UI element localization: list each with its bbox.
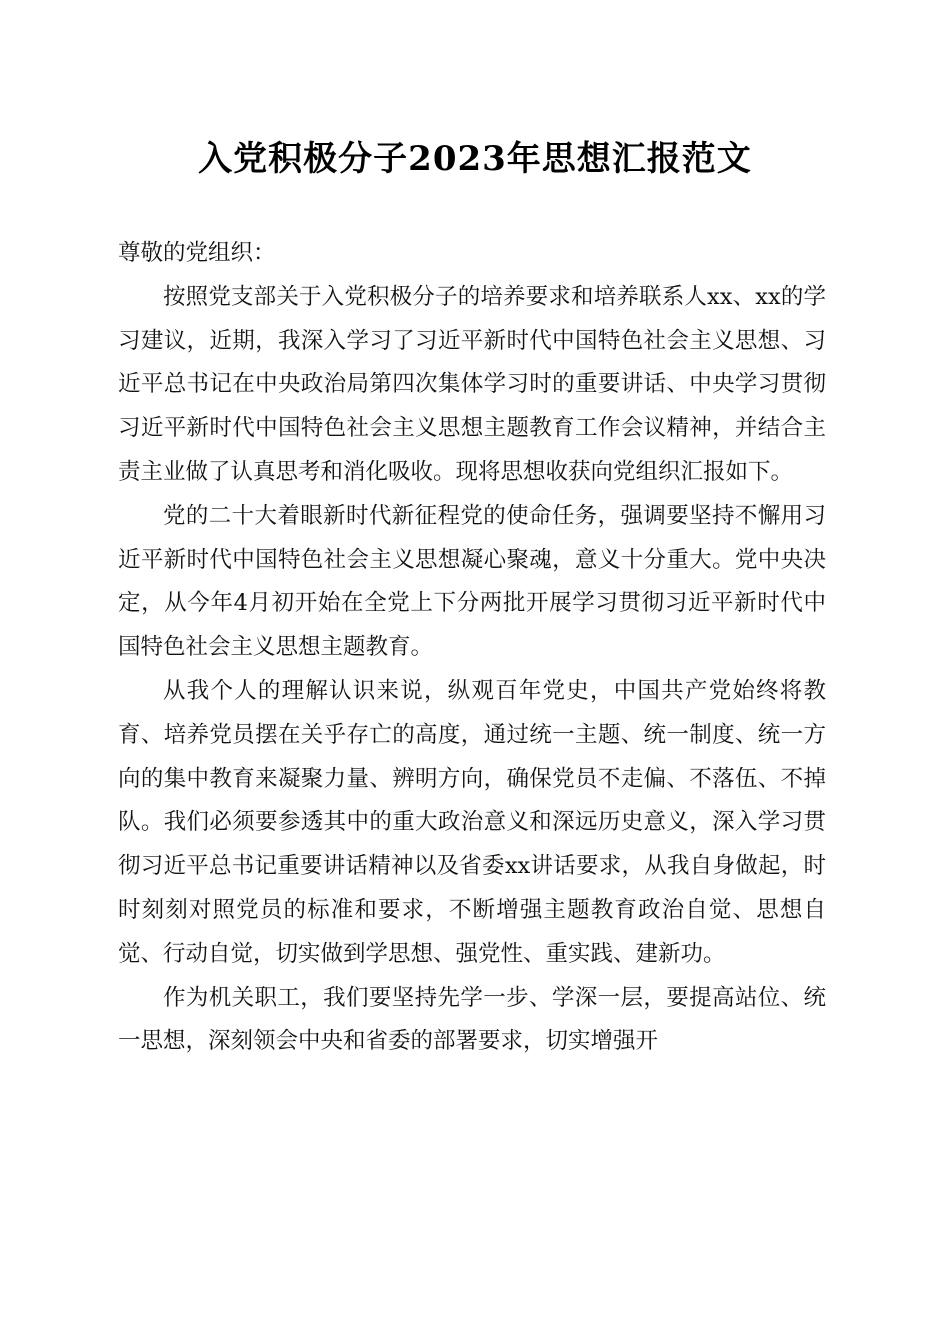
paragraph-4: 作为机关职工，我们要坚持先学一步、学深一层，要提高站位、统一思想，深刻领会中央和省委的部署要求，切实增强开 xyxy=(118,984,826,1055)
paragraph-2: 党的二十大着眼新时代新征程党的使命任务，强调要坚持不懈用习近平新时代中国特色社会主义思想凝心聚魂，意义十分重大。党中央决定，从今年4月初开始在全党上下分两批开展学习贯彻习近平新时代中国特色社会主义思想主题教育。 xyxy=(118,502,826,661)
paragraph-3: 从我个人的理解认识来说，纵观百年党史，中国共产党始终将教育、培养党员摆在关乎存亡的高度，通过统一主题、统一制度、统一方向的集中教育来凝聚力量、辨明方向，确保党员不走偏、不落伍、不掉队。我们必须要参透其中的重大政治意义和深远历史意义，深入学习贯彻习近平总书记重要讲话精神以及省委xx讲话要求，从我自身做起，时时刻刻对照党员的标准和要求，不断增强主题教育政治自觉、思想自觉、行动自觉，切实做到学思想、强党性、重实践、建新功。 xyxy=(118,677,826,967)
salutation: 尊敬的党组织： xyxy=(118,240,276,266)
document-title: 入党积极分子2023年思想汇报范文 xyxy=(198,139,752,179)
paragraph-1: 按照党支部关于入党积极分子的培养要求和培养联系人xx、xx的学习建议，近期，我深入学习了习近平新时代中国特色社会主义思想、习近平总书记在中央政治局第四次集体学习时的重要讲话、中央学习贯彻习近平新时代中国特色社会主义思想主题教育工作会议精神，并结合主责主业做了认真思考和消化吸收。现将思想收获向党组织汇报如下。 xyxy=(118,283,826,485)
document-body xyxy=(118,232,826,1064)
